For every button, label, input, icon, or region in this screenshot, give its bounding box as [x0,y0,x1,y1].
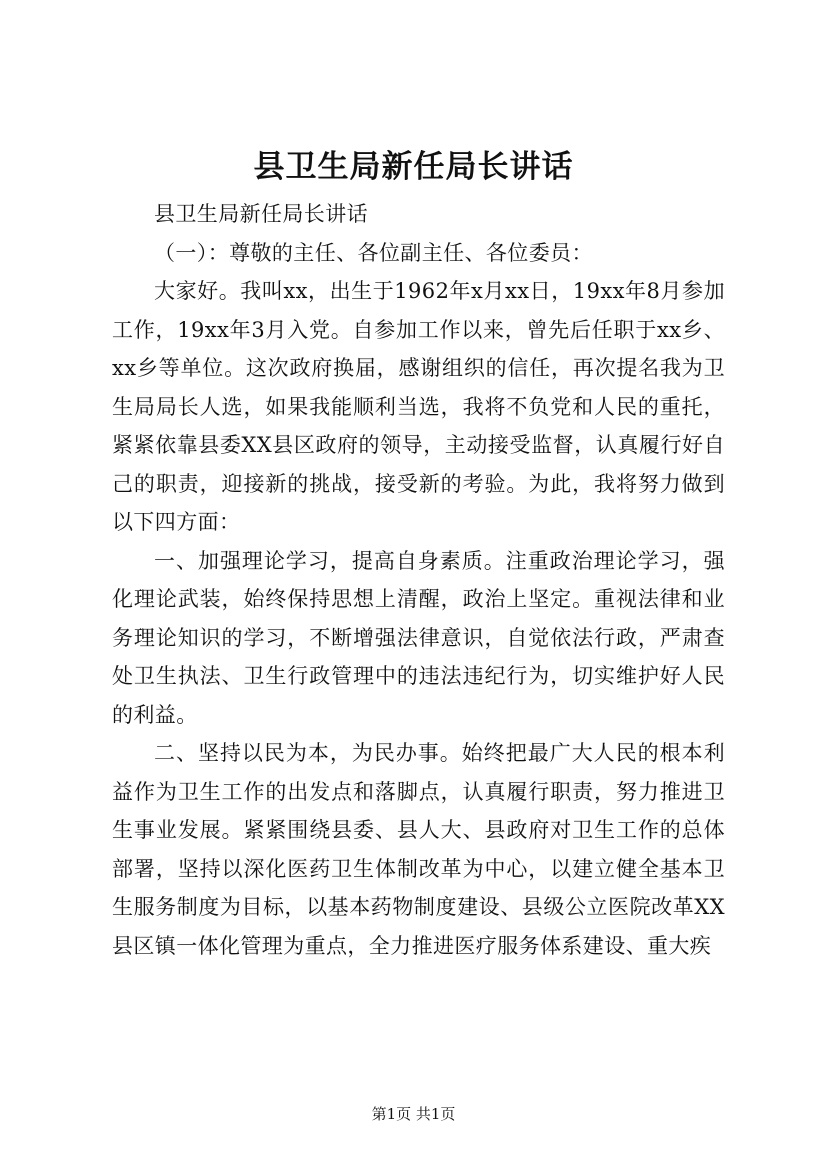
paragraph-subtitle: 县卫生局新任局长讲话 [154,202,368,226]
document-title: 县卫生局新任局长讲话 [253,149,574,185]
document-body [112,195,725,965]
paragraph-introduction: 大家好。我叫xx，出生于1962年x月xx日，19xx年8月参加工作，19xx年3月入党。自参加工作以来，曾先后任职于xx乡、xx乡等单位。这次政府换届，感谢组织的信任，再次提名我为卫生局局长人选，如果我能顺利当选，我将不负党和人民的重托，紧紧依靠县委XX县区政府的领导，主动接受监督，认真履行好自己的职责，迎接新的挑战，接受新的考验。为此，我将努力做到以下四方面： [112,279,725,534]
paragraph-point-two: 二、坚持以民为本，为民办事。始终把最广大人民的根本利益作为卫生工作的出发点和落脚点，认真履行职责，努力推进卫生事业发展。紧紧围绕县委、县人大、县政府对卫生工作的总体部署，坚持以深化医药卫生体制改革为中心，以建立健全基本卫生服务制度为目标，以基本药物制度建设、县级公立医院改革XX县区镇一体化管理为重点，全力推进医疗服务体系建设、重大疾 [112,741,725,958]
page-number-footer: 第1页 共1页 [371,1105,456,1123]
paragraph-point-one: 一、加强理论学习，提高自身素质。注重政治理论学习，强化理论武装，始终保持思想上清醒，政治上坚定。重视法律和业务理论知识的学习，不断增强法律意识，自觉依法行政，严肃查处卫生执法、卫生行政管理中的违法违纪行为，切实维护好人民的利益。 [112,548,725,727]
paragraph-salutation: （一）：尊敬的主任、各位副主任、各位委员： [154,240,593,265]
